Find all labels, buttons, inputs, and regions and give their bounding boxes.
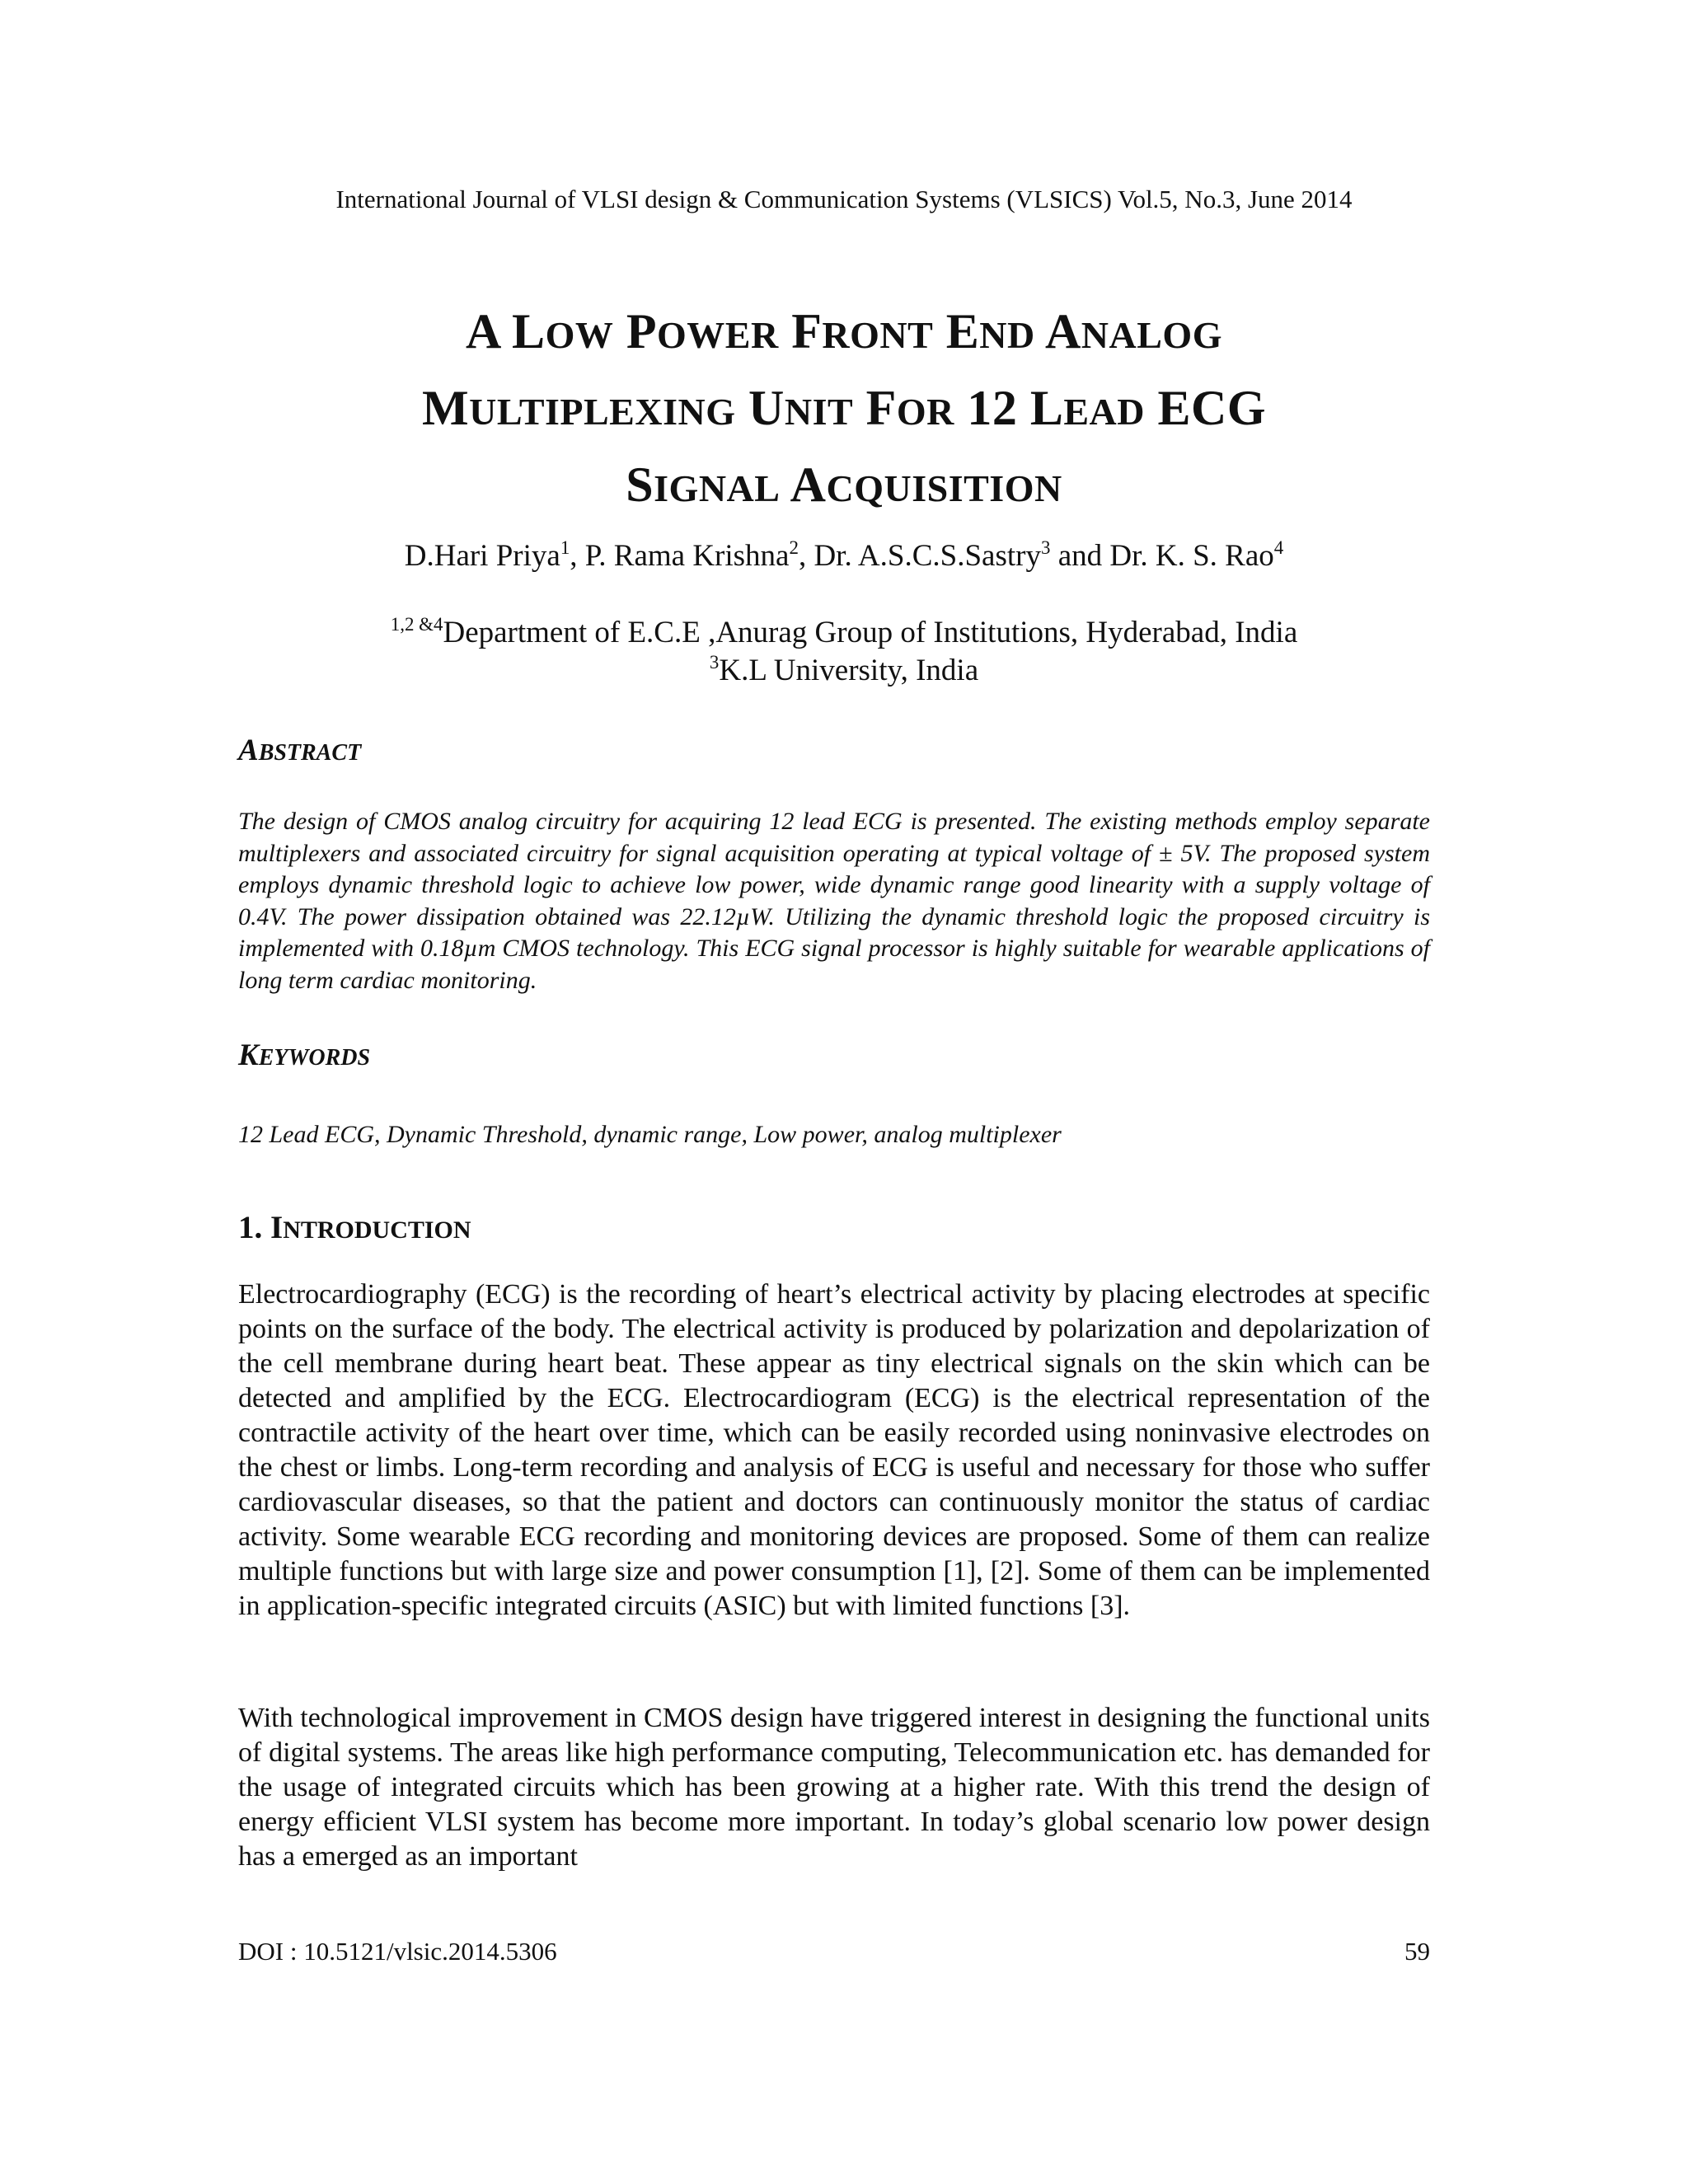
- title-line-2: MULTIPLEXING UNIT FOR 12 LEAD ECG: [422, 381, 1266, 435]
- introduction-heading: 1. INTRODUCTION: [238, 1210, 471, 1245]
- keywords-heading: KEYWORDS: [238, 1038, 371, 1072]
- author-name: and Dr. K. S. Rao: [1050, 539, 1274, 573]
- author-affil-marker: 3: [1040, 537, 1051, 558]
- author-name: , P. Rama Krishna: [570, 539, 790, 573]
- body-paragraph: With technological improvement in CMOS design have triggered interest in designing the functional units of digital systems. The areas like high performance computing, Telecommunication etc. has demanded for the usage of integrated circuits which has been growing at a higher rate. With this trend the design of energy efficient VLSI system has become more important. In today’s global scenario low power design has a emerged as an important: [238, 1703, 1430, 1872]
- affiliations: [0, 614, 1688, 690]
- body-paragraph: Electrocardiography (ECG) is the recording of heart’s electrical activity by placing electrodes at specific points on the surface of the body. The electrical activity is produced by polarization and depolarization of the cell membrane during heart beat. These appear as tiny electrical signals on the skin which can be detected and amplified by the ECG. Electrocardiogram (ECG) is the electrical representation of the contractile activity of the heart over time, which can be easily recorded using noninvasive electrodes on the chest or limbs. Long-term recording and analysis of ECG is useful and necessary for those who suffer cardiovascular diseases, so that the patient and doctors can continuously monitor the status of cardiac activity. Some wearable ECG recording and monitoring devices are proposed. Some of them can realize multiple functions but with large size and power consumption [1], [2]. Some of them can be implemented in application-specific integrated circuits (ASIC) but with limited functions [3].: [238, 1279, 1430, 1621]
- abstract-heading: ABSTRACT: [238, 733, 362, 767]
- affiliation-line: $^{1,2 \&4}$Department of E.C.E ,Anurag Group of Institutions, Hyderabad, India: [390, 613, 1298, 649]
- author-name: , Dr. A.S.C.S.Sastry: [798, 539, 1041, 573]
- running-head: International Journal of VLSI design & Communication Systems (VLSICS) Vol.5, No.3, June 2014: [335, 185, 1353, 213]
- author-list: [0, 536, 1688, 577]
- author-affil-marker: 2: [789, 537, 799, 558]
- author-name: D.Hari Priya: [404, 539, 560, 573]
- paper-title: [165, 295, 1523, 525]
- page-number: 59: [1404, 1937, 1430, 1966]
- keywords-text: 12 Lead ECG, Dynamic Threshold, dynamic range, Low power, analog multiplexer: [238, 1121, 1062, 1148]
- abstract-text: The design of CMOS analog circuitry for acquiring 12 lead ECG is presented. The existing methods employ separate multiplexers and associated circuitry for signal acquisition operating at typical voltage of ± 5V. The proposed system employs dynamic threshold logic to achieve low power, wide dynamic range good linearity with a supply voltage of 0.4V. The power dissipation obtained was 22.12µW. Utilizing the dynamic threshold logic the proposed circuitry is implemented with 0.18µm CMOS technology. This ECG signal processor is highly suitable for wearable applications of long term cardiac monitoring.: [238, 808, 1430, 994]
- title-line-1: A LOW POWER FRONT END ANALOG: [466, 304, 1222, 359]
- author-affil-marker: 1: [560, 537, 570, 558]
- title-line-3: SIGNAL ACQUISITION: [626, 457, 1062, 512]
- footer-doi: DOI : 10.5121/vlsic.2014.5306: [238, 1937, 557, 1966]
- affiliation-line: $^3$K.L University, India: [709, 651, 979, 687]
- author-affil-marker: 4: [1273, 537, 1284, 558]
